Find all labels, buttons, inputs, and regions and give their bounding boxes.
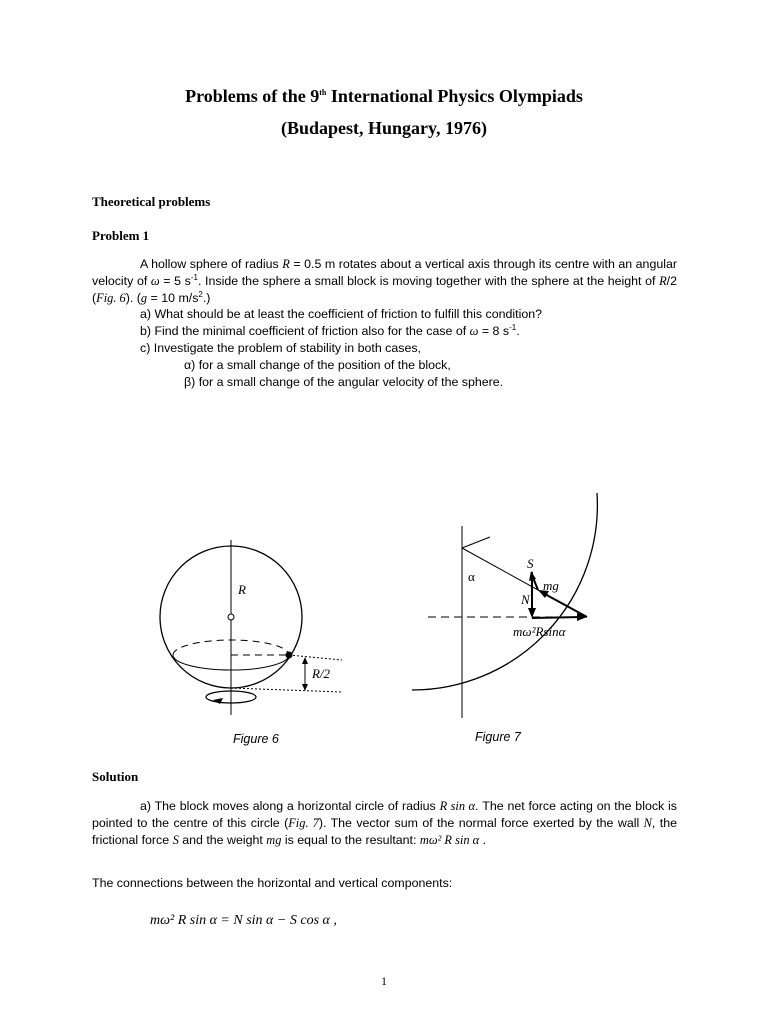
height-guide-top — [289, 655, 342, 660]
math-var: R — [659, 274, 667, 288]
text: . — [516, 324, 520, 338]
superscript: 2 — [198, 289, 203, 299]
solution-paragraph — [92, 798, 677, 849]
math-var: ω — [469, 324, 479, 338]
text: = 0.5 m rotates about a vertical axis through its centre with an angular velocity of — [92, 257, 677, 288]
text: and the weight — [178, 833, 267, 847]
text: is equal to the resultant: — [281, 833, 420, 847]
title-text: Problems of the 9 — [185, 86, 320, 106]
normal-force-vector — [543, 593, 587, 617]
figure-6-diagram — [150, 540, 350, 715]
text: .) — [202, 291, 211, 305]
solution-heading: Solution — [92, 769, 139, 784]
figure-7-diagram — [410, 490, 640, 720]
math-expr: R sin α — [439, 799, 476, 813]
label-R-half: R/2 — [312, 666, 331, 681]
math-var: mg — [266, 833, 282, 847]
superscript: -1 — [509, 322, 517, 332]
label-R: R — [238, 582, 246, 597]
question-b — [140, 324, 520, 339]
text: ). The vector sum of the normal force exerted by the wall — [318, 816, 644, 830]
math-var: N — [643, 816, 652, 830]
label-mg: mg — [543, 578, 559, 593]
text: . Inside the sphere a small block is moving together with the sphere at the height of — [197, 274, 660, 288]
text: A hollow sphere of radius — [140, 257, 283, 271]
section-heading: Theoretical problems — [92, 194, 211, 209]
title-line-1 — [0, 86, 768, 107]
text: /2 ( — [92, 274, 677, 305]
question-c-alpha: α) for a small change of the position of the block, — [184, 358, 451, 372]
problem-paragraph — [92, 256, 677, 307]
sphere-arc — [412, 493, 597, 690]
angle-marker — [462, 537, 490, 548]
label-alpha: α — [468, 569, 475, 584]
math-var: g — [140, 291, 148, 305]
problem-heading: Problem 1 — [92, 228, 150, 243]
text: = 10 m/s — [147, 291, 199, 305]
text: b) Find the minimal coefficient of friction also for the case of — [140, 324, 470, 338]
label-centripetal: mω²Rsinα — [513, 624, 566, 639]
math-var: ω — [150, 274, 160, 288]
text: , the frictional force — [92, 816, 677, 847]
height-guide-bottom — [231, 688, 342, 692]
text: = 5 s — [159, 274, 191, 288]
text: . The net force acting on the block is pointed to the centre of this circle ( — [92, 799, 677, 830]
title-superscript: th — [319, 88, 327, 97]
question-c-beta: β) for a small change of the angular velocity of the sphere. — [184, 375, 504, 389]
arrowhead — [302, 657, 308, 664]
question-c: c) Investigate the problem of stability in both cases, — [140, 341, 421, 355]
label-S: S — [527, 556, 534, 571]
arrowhead — [302, 684, 308, 691]
text: = 8 s — [478, 324, 510, 338]
superscript: -1 — [190, 272, 198, 282]
page-number: 1 — [381, 974, 387, 988]
question-a: a) What should be at least the coefficient of friction to fulfill this condition? — [140, 307, 542, 321]
figure-ref: Fig. 7 — [288, 816, 319, 830]
resultant-vector — [532, 617, 582, 618]
math-expr: mω² R sin α — [419, 833, 480, 847]
figure-ref: Fig. 6 — [96, 291, 126, 305]
text: a) The block moves along a horizontal circle of radius — [140, 799, 440, 813]
connections-text: The connections between the horizontal and vertical components: — [92, 876, 453, 890]
label-N: N — [521, 592, 530, 607]
math-var: S — [172, 833, 179, 847]
text: . — [479, 833, 487, 847]
math-var: R — [282, 257, 290, 271]
sphere-centre — [228, 614, 234, 620]
title-line-2: (Budapest, Hungary, 1976) — [280, 118, 488, 138]
figure-7-caption: Figure 7 — [475, 730, 521, 744]
text: ). ( — [125, 291, 141, 305]
figure-6-caption: Figure 6 — [233, 732, 279, 746]
equation-1: mω² R sin α = N sin α − S cos α , — [150, 913, 337, 928]
title-text: International Physics Olympiads — [326, 86, 583, 106]
